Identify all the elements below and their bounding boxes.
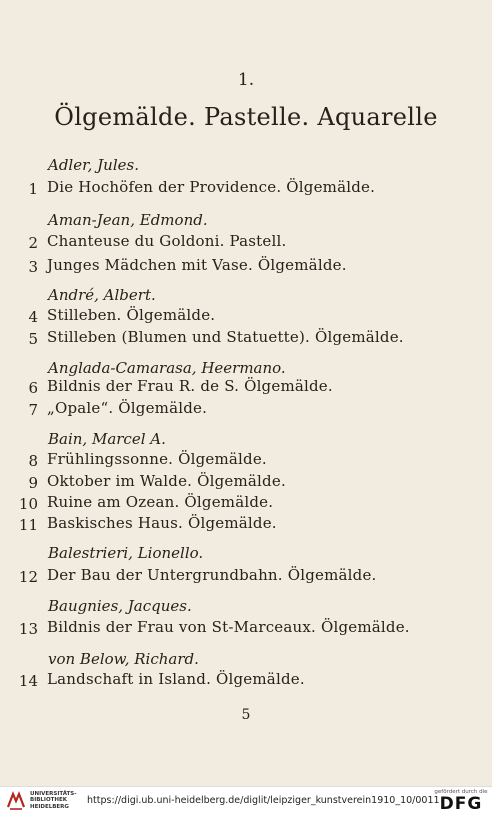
catalog-number: 1 bbox=[28, 180, 38, 198]
library-name bbox=[30, 791, 77, 810]
catalog-number: 12 bbox=[18, 568, 38, 586]
permalink-url[interactable]: https://digi.ub.uni-heidelberg.de/diglit/leipziger_kunstverein1910_10/0011 bbox=[87, 795, 440, 806]
artist-name: Balestrieri, Lionello. bbox=[48, 544, 204, 562]
artist-name: André, Albert. bbox=[48, 286, 156, 304]
dfg-logo: DFG bbox=[439, 794, 483, 814]
artist-name: Baugnies, Jacques. bbox=[48, 597, 192, 615]
section-number: 1. bbox=[237, 70, 255, 90]
artwork-entry: Stilleben (Blumen und Statuette). Ölgemälde. bbox=[47, 328, 404, 346]
dfg-funder-block bbox=[432, 789, 490, 813]
artwork-entry: Chanteuse du Goldoni. Pastell. bbox=[47, 232, 287, 250]
library-name-line: UNIVERSITÄTS- bbox=[30, 791, 77, 797]
catalog-number: 14 bbox=[18, 672, 38, 690]
artwork-entry: Stilleben. Ölgemälde. bbox=[47, 306, 216, 324]
library-name-line: HEIDELBERG bbox=[30, 803, 69, 810]
artist-name: Aman-Jean, Edmond. bbox=[48, 211, 208, 229]
funder-caption: gefördert durch die bbox=[434, 789, 488, 795]
artwork-entry: Landschaft in Island. Ölgemälde. bbox=[47, 670, 305, 688]
artwork-entry: Baskisches Haus. Ölgemälde. bbox=[47, 514, 277, 532]
artwork-entry: Bildnis der Frau R. de S. Ölgemälde. bbox=[47, 377, 333, 395]
artwork-entry: Die Hochöfen der Providence. Ölgemälde. bbox=[47, 178, 376, 196]
artwork-entry: Der Bau der Untergrundbahn. Ölgemälde. bbox=[47, 566, 377, 584]
catalog-number: 6 bbox=[28, 379, 38, 397]
artwork-entry: Junges Mädchen mit Vase. Ölgemälde. bbox=[47, 256, 347, 274]
catalog-number: 11 bbox=[18, 516, 38, 534]
catalog-number: 2 bbox=[28, 234, 38, 252]
artwork-entry: Oktober im Walde. Ölgemälde. bbox=[47, 472, 286, 490]
page-number: 5 bbox=[241, 707, 251, 723]
catalog-number: 10 bbox=[18, 495, 38, 513]
catalog-number: 9 bbox=[28, 474, 38, 492]
viewer-footer bbox=[0, 786, 492, 818]
catalog-number: 7 bbox=[28, 401, 38, 419]
artist-name: von Below, Richard. bbox=[48, 650, 199, 668]
catalog-number: 5 bbox=[28, 330, 38, 348]
artwork-entry: Ruine am Ozean. Ölgemälde. bbox=[47, 493, 274, 511]
artwork-entry: Bildnis der Frau von St-Marceaux. Ölgemälde. bbox=[47, 618, 410, 636]
ub-heidelberg-logo-icon bbox=[6, 791, 26, 811]
section-title: Ölgemälde. Pastelle. Aquarelle bbox=[54, 103, 438, 131]
artwork-entry: „Opale“. Ölgemälde. bbox=[47, 399, 208, 417]
artwork-entry: Frühlingssonne. Ölgemälde. bbox=[47, 450, 267, 468]
artist-name: Bain, Marcel A. bbox=[48, 430, 166, 448]
catalog-number: 4 bbox=[28, 308, 38, 326]
catalog-number: 8 bbox=[28, 452, 38, 470]
catalog-number: 13 bbox=[18, 620, 38, 638]
library-name-line: BIBLIOTHEK bbox=[30, 797, 68, 804]
artist-name: Anglada-Camarasa, Heermano. bbox=[48, 359, 286, 377]
artist-name: Adler, Jules. bbox=[48, 156, 139, 174]
catalog-number: 3 bbox=[28, 258, 38, 276]
